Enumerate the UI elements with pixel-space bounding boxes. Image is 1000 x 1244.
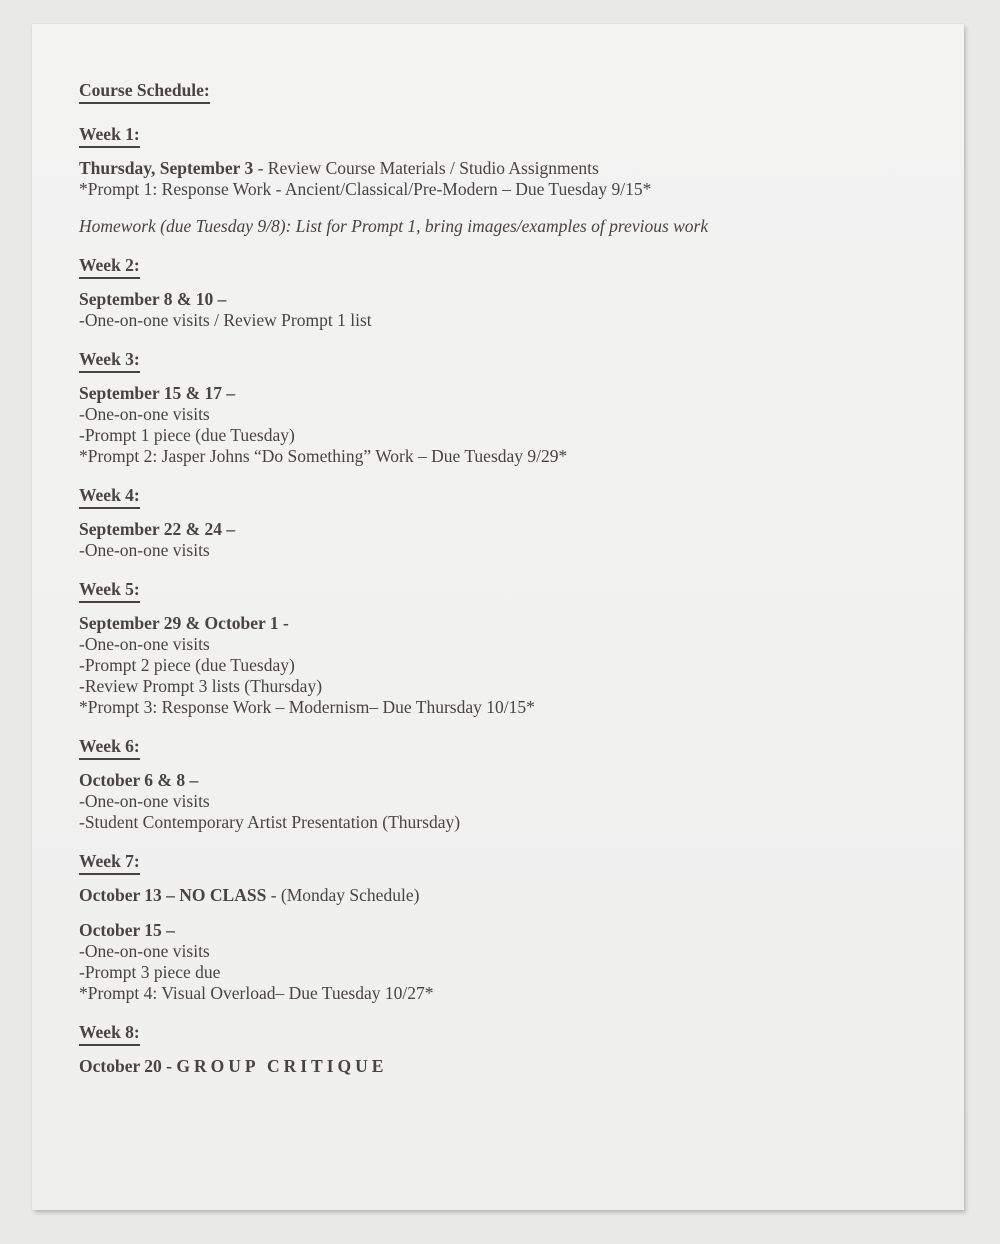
schedule-item: -One-on-one visits bbox=[79, 540, 210, 560]
week-heading: Week 2: bbox=[79, 255, 140, 279]
week-section bbox=[79, 124, 939, 237]
session-date-line bbox=[79, 158, 939, 179]
session-date: October 13 – NO CLASS bbox=[79, 885, 267, 905]
week-section bbox=[79, 1022, 939, 1077]
session-date: October 15 – bbox=[79, 920, 175, 940]
schedule-item: *Prompt 1: Response Work - Ancient/Classical/Pre-Modern – Due Tuesday 9/15* bbox=[79, 179, 652, 199]
week-heading: Week 6: bbox=[79, 736, 140, 760]
schedule-item: -One-on-one visits bbox=[79, 941, 210, 961]
session-date-line bbox=[79, 289, 939, 310]
session-description: - Review Course Materials / Studio Assignments bbox=[253, 158, 599, 178]
week-section bbox=[79, 485, 939, 561]
schedule-item: *Prompt 4: Visual Overload– Due Tuesday 10/27* bbox=[79, 983, 434, 1003]
session-date: September 29 & October 1 - bbox=[79, 613, 289, 633]
entry-gap bbox=[79, 906, 939, 920]
weeks-list bbox=[79, 124, 939, 1077]
schedule-item: -One-on-one visits / Review Prompt 1 list bbox=[79, 310, 372, 330]
document-title: Course Schedule: bbox=[79, 80, 210, 104]
critique-label: GROUP CRITIQUE bbox=[176, 1056, 388, 1076]
week-section bbox=[79, 579, 939, 718]
schedule-item: *Prompt 2: Jasper Johns “Do Something” Work – Due Tuesday 9/29* bbox=[79, 446, 568, 466]
session-date-line bbox=[79, 885, 939, 906]
week-section bbox=[79, 736, 939, 833]
session-date-line bbox=[79, 1056, 939, 1077]
session-date: Thursday, September 3 bbox=[79, 158, 254, 178]
session-date-line bbox=[79, 383, 939, 404]
schedule-item: -Student Contemporary Artist Presentation (Thursday) bbox=[79, 812, 461, 832]
session-date: September 8 & 10 – bbox=[79, 289, 227, 309]
schedule-item: -One-on-one visits bbox=[79, 791, 210, 811]
session-date: October 20 - bbox=[79, 1056, 177, 1076]
session-date: September 15 & 17 – bbox=[79, 383, 236, 403]
schedule-item: *Prompt 3: Response Work – Modernism– Due Thursday 10/15* bbox=[79, 697, 535, 717]
week-heading: Week 1: bbox=[79, 124, 140, 148]
schedule-item: -Review Prompt 3 lists (Thursday) bbox=[79, 676, 323, 696]
session-date-line bbox=[79, 519, 939, 540]
homework-note: Homework (due Tuesday 9/8): List for Prompt 1, bring images/examples of previous work bbox=[79, 216, 709, 236]
week-section bbox=[79, 349, 939, 467]
session-date-line bbox=[79, 770, 939, 791]
week-section bbox=[79, 255, 939, 331]
session-description: - (Monday Schedule) bbox=[266, 885, 420, 905]
session-date-line bbox=[79, 613, 939, 634]
session-date: October 6 & 8 – bbox=[79, 770, 199, 790]
week-heading: Week 5: bbox=[79, 579, 140, 603]
schedule-item: -Prompt 3 piece due bbox=[79, 962, 221, 982]
week-heading: Week 4: bbox=[79, 485, 140, 509]
schedule-item: -One-on-one visits bbox=[79, 634, 210, 654]
week-section bbox=[79, 851, 939, 1004]
week-heading: Week 7: bbox=[79, 851, 140, 875]
course-schedule-document bbox=[79, 80, 939, 1077]
schedule-item: -One-on-one visits bbox=[79, 404, 210, 424]
session-date-line bbox=[79, 920, 939, 941]
canvas-sheet bbox=[32, 24, 964, 1210]
session-date: September 22 & 24 – bbox=[79, 519, 236, 539]
schedule-item: -Prompt 2 piece (due Tuesday) bbox=[79, 655, 295, 675]
week-heading: Week 3: bbox=[79, 349, 140, 373]
week-heading: Week 8: bbox=[79, 1022, 140, 1046]
schedule-item: -Prompt 1 piece (due Tuesday) bbox=[79, 425, 295, 445]
